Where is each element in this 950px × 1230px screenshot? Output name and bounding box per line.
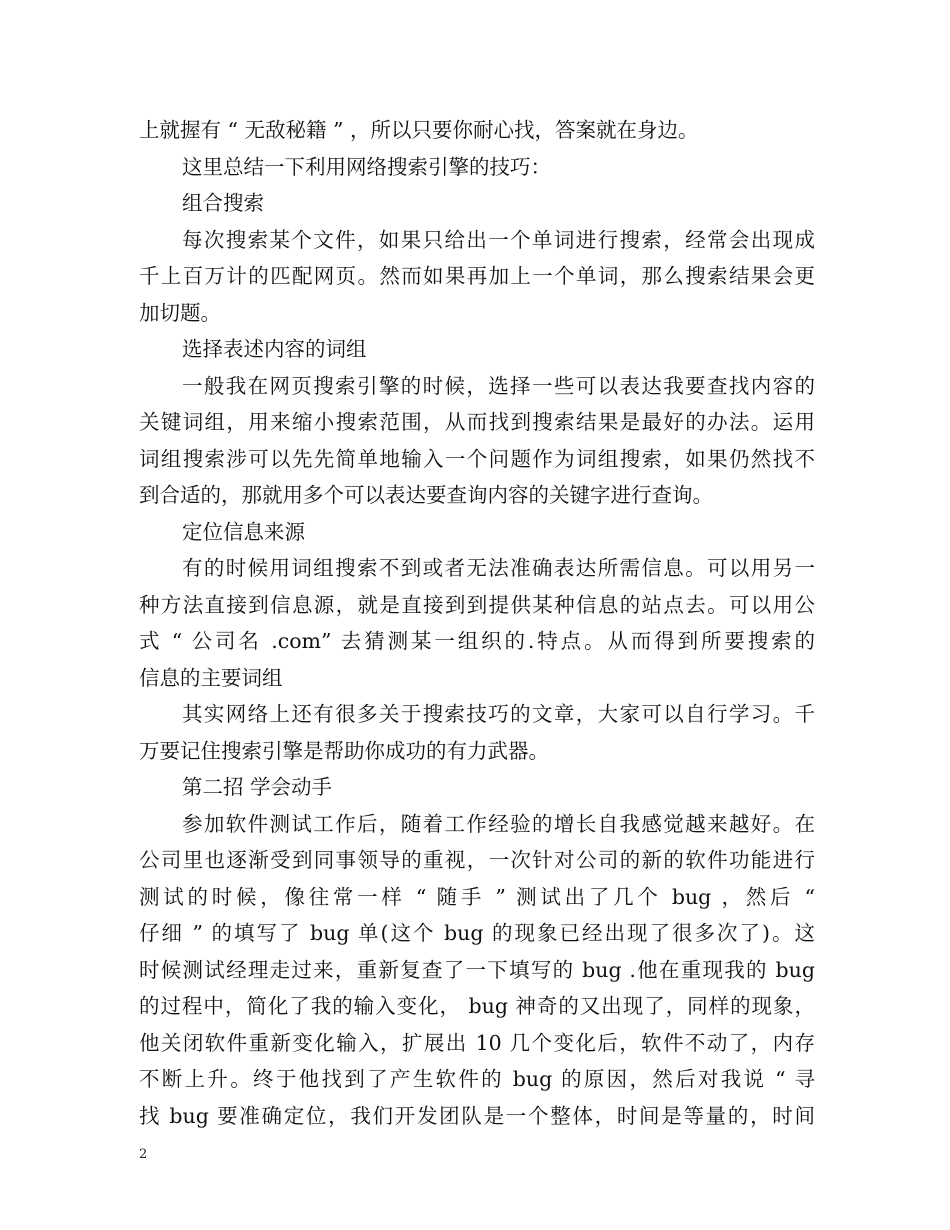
section-heading: 第二招 学会动手 [182, 775, 333, 799]
text-line: 有的时候用词组搜索不到或者无法准确表达所需信息。可以用另一 [182, 556, 815, 580]
text-line: 千上百万计的匹配网页。然而如果再加上一个单词，那么搜索结果会更 [139, 264, 815, 288]
text-line: 到合适的，那就用多个可以表达要查询内容的关键字进行查询。 [139, 483, 713, 507]
text-line: 词组搜索涉可以先先简单地输入一个问题作为词组搜索，如果仍然找不 [139, 446, 815, 471]
section-heading: 选择表述内容的词组 [182, 337, 367, 361]
text-line: 其实网络上还有很多关于搜索技巧的文章，大家可以自行学习。千 [182, 702, 815, 726]
text-line: 种方法直接到信息源，就是直接到到提供某种信息的站点去。可以用公 [139, 592, 815, 617]
section-heading: 组合搜索 [182, 191, 264, 215]
text-line: 参加软件测试工作后，随着工作经验的增长自我感觉越来越好。在 [182, 811, 815, 836]
page-number: 2 [139, 1147, 148, 1162]
text-line: 公司里也逐渐受到同事领导的重视，一次针对公司的新的软件功能进行 [139, 848, 815, 872]
text-line: 测试的时候，像往常一样 “ 随手 ” 测试出了几个 bug ，然后 “ [139, 884, 815, 909]
text-line: 上就握有 “ 无敌秘籍 ” ，所以只要你耐心找，答案就在身边。 [139, 118, 699, 142]
text-line: 的过程中，简化了我的输入变化， bug 神奇的又出现了，同样的现象， [139, 994, 815, 1018]
text-line: 找 bug 要准确定位，我们开发团队是一个整体，时间是等量的，时间 [139, 1103, 815, 1128]
text-line: 加切题。 [139, 300, 221, 325]
text-line: 式 “ 公司名 .com” 去猜测某一组织的.特点。从而得到所要搜索的 [139, 629, 815, 653]
body-text [139, 112, 815, 1134]
text-line: 关键词组，用来缩小搜索范围，从而找到搜索结果是最好的办法。运用 [139, 410, 815, 434]
section-heading: 定位信息来源 [182, 519, 305, 544]
text-line: 每次搜索某个文件，如果只给出一个单词进行搜索，经常会出现成 [182, 227, 815, 252]
text-line: 这里总结一下利用网络搜索引擎的技巧： [182, 154, 551, 179]
text-line: 时候测试经理走过来，重新复查了一下填写的 bug .他在重现我的 bug [139, 957, 815, 982]
text-line: 仔细 ” 的填写了 bug 单(这个 bug 的现象已经出现了很多次了)。这 [139, 921, 815, 945]
text-line: 万要记住搜索引擎是帮助你成功的有力武器。 [139, 738, 549, 763]
text-line: 不断上升。终于他找到了产生软件的 bug 的原因，然后对我说 “ 寻 [139, 1067, 815, 1091]
text-line: 他关闭软件重新变化输入，扩展出 10 几个变化后，软件不动了，内存 [139, 1030, 815, 1055]
text-line: 一般我在网页搜索引擎的时候，选择一些可以表达我要查找内容的 [182, 373, 815, 398]
text-line: 信息的主要词组 [139, 665, 283, 690]
